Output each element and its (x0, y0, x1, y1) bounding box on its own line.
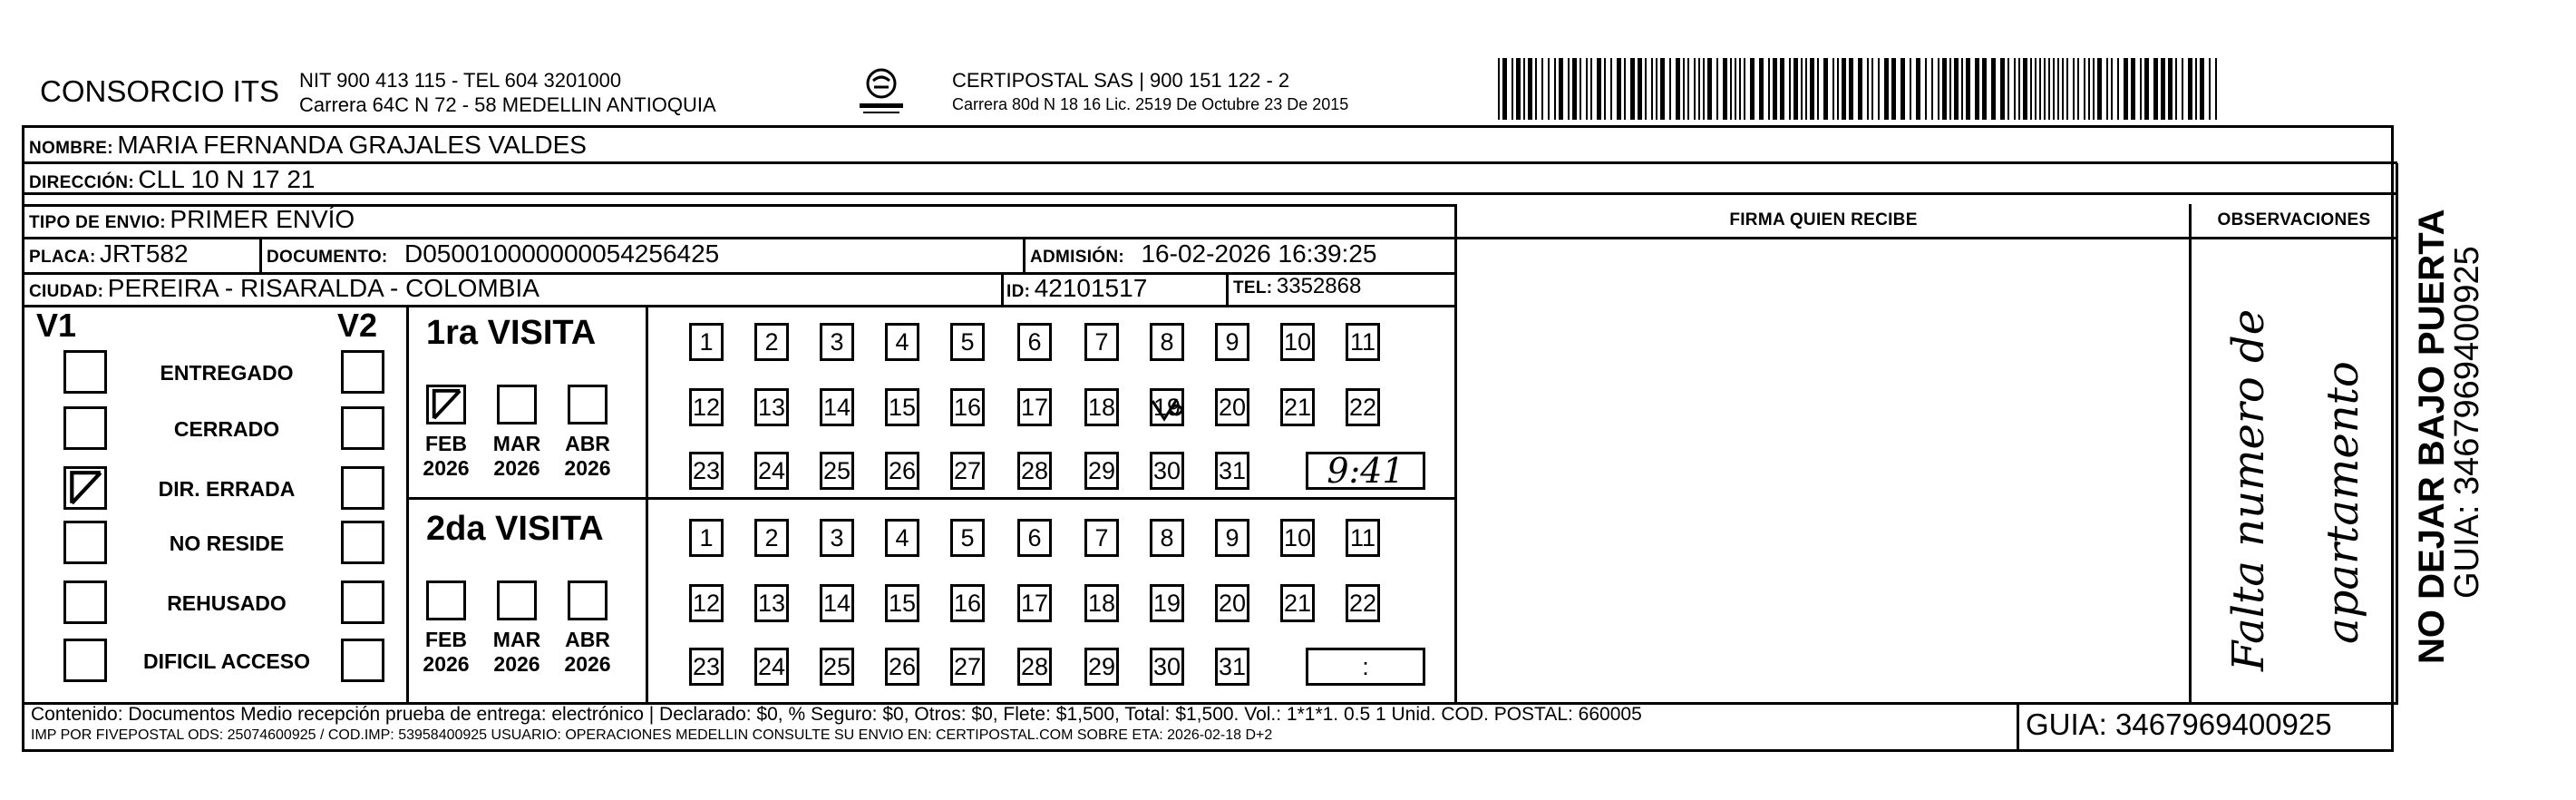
day-box[interactable]: 5 (950, 323, 985, 361)
day-box[interactable]: 13 (754, 388, 789, 426)
month-checkbox[interactable] (568, 580, 608, 620)
frame-left (22, 125, 24, 751)
barcode-bar (1789, 58, 1791, 120)
barcode-bar (1554, 58, 1556, 120)
barcode-bar (1716, 58, 1718, 120)
barcode-bar (1610, 58, 1612, 120)
barcode-bar (1548, 58, 1550, 120)
barcode-bar (2124, 58, 2128, 120)
barcode-bar (1849, 58, 1853, 120)
barcode-bar (2039, 58, 2041, 120)
barcode-bar (1891, 58, 1896, 120)
ciudad-value: PEREIRA - RISARALDA - COLOMBIA (107, 274, 540, 302)
inner-right-line (2396, 163, 2398, 705)
time-box[interactable]: : (1306, 648, 1425, 686)
day-box[interactable]: 22 (1346, 388, 1380, 426)
day-box[interactable]: 22 (1346, 584, 1380, 622)
row-line-2 (22, 192, 2397, 195)
barcode-bar (1512, 58, 1513, 120)
barcode-bar (2093, 58, 2095, 120)
barcode-bar (1801, 58, 1803, 120)
tel-label: TEL: (1233, 278, 1273, 298)
barcode-bar (1910, 58, 1911, 120)
barcode-bar (2131, 58, 2135, 120)
day-box[interactable]: 29 (1084, 648, 1119, 686)
day-box[interactable]: 17 (1017, 584, 1052, 622)
day-box[interactable]: 11 (1346, 519, 1380, 557)
day-box[interactable]: 25 (820, 452, 854, 490)
barcode-bar (2048, 58, 2050, 120)
barcode-bar (1580, 58, 1581, 120)
ciudad-label: CIUDAD: (29, 282, 104, 301)
day-box[interactable]: 27 (950, 648, 985, 686)
barcode-bar (2057, 58, 2059, 120)
nombre-value: MARIA FERNANDA GRAJALES VALDES (117, 131, 587, 159)
day-box[interactable]: 30 (1150, 452, 1184, 490)
barcode-bar (1805, 58, 1807, 120)
day-box[interactable]: 19 (1150, 584, 1184, 622)
admision-label: ADMISIÓN: (1030, 248, 1125, 267)
barcode-bar (2140, 58, 2142, 120)
barcode-bar (1823, 58, 1828, 120)
day-box[interactable]: 20 (1215, 584, 1249, 622)
courier-address: Carrera 80d N 18 16 Lic. 2519 De Octubre 23 De 2015 (952, 95, 1349, 113)
day-box[interactable]: 29 (1084, 452, 1119, 490)
barcode-bar (1694, 58, 1696, 120)
barcode-bar (1810, 58, 1814, 120)
barcode-bar (1541, 58, 1543, 120)
status-label: NO RESIDE (169, 532, 285, 555)
v2-label: V2 (337, 307, 378, 344)
ciudad-row (29, 274, 540, 303)
barcode-bar (2111, 58, 2113, 120)
month-label: ABR 2026 (564, 432, 611, 480)
col-line-footer-guia (2017, 702, 2019, 749)
barcode-bar (1817, 58, 1819, 120)
day-box[interactable]: 8 (1150, 323, 1184, 361)
day-box[interactable]: 7 (1084, 519, 1119, 557)
tel-value: 3352868 (1276, 274, 1362, 298)
barcode-bar (1698, 58, 1700, 120)
id-label: ID: (1006, 282, 1031, 301)
id-value: 42101517 (1034, 274, 1148, 302)
certipostal-logo (856, 65, 907, 118)
barcode-bar (1723, 58, 1727, 120)
day-box[interactable]: 5 (950, 519, 985, 557)
barcode-bar (1858, 58, 1862, 120)
barcode-bar (1604, 58, 1606, 120)
status-label: DIFICIL ACCESO (142, 649, 310, 673)
barcode-bar (1871, 58, 1873, 120)
side-guia: GUIA: 3467969400925 (2448, 246, 2486, 599)
tel-row (1233, 274, 1361, 299)
v2-checkbox[interactable] (341, 466, 384, 510)
day-box[interactable]: 17 (1017, 388, 1052, 426)
barcode-bar (1966, 58, 1970, 120)
barcode-bar (1750, 58, 1755, 120)
col-line-id (1001, 272, 1004, 305)
barcode (1498, 58, 2223, 120)
time-box[interactable]: 9:41 (1306, 452, 1425, 490)
barcode-bar (2161, 58, 2165, 120)
barcode-bar (1617, 58, 1621, 120)
barcode-bar (1703, 58, 1705, 120)
barcode-bar (1832, 58, 1834, 120)
barcode-bar (1739, 58, 1741, 120)
v2-checkbox[interactable] (341, 350, 384, 394)
status-label: ENTREGADO (160, 361, 294, 385)
barcode-bar (1559, 58, 1563, 120)
firma-header: FIRMA QUIEN RECIBE (1729, 210, 1918, 229)
v2-checkbox[interactable] (341, 521, 384, 564)
barcode-bar (1651, 58, 1653, 120)
day-box[interactable]: 21 (1280, 584, 1315, 622)
courier-name: CERTIPOSTAL SAS | 900 151 122 - 2 (952, 69, 1290, 92)
barcode-bar (2053, 58, 2055, 120)
barcode-bar (1942, 58, 1947, 120)
placa-value: JRT582 (100, 239, 189, 268)
barcode-bar (2084, 58, 2085, 120)
barcode-bar (1535, 58, 1537, 120)
month-checkbox[interactable] (497, 385, 537, 424)
day-box[interactable]: 9 (1215, 519, 1249, 557)
day-box[interactable]: 8 (1150, 519, 1184, 557)
day-box[interactable]: 9 (1215, 323, 1249, 361)
barcode-bar (1656, 58, 1657, 120)
day-box[interactable]: 10 (1280, 323, 1315, 361)
barcode-bar (1991, 58, 1996, 120)
v1-checkbox[interactable] (63, 406, 107, 450)
day-box[interactable]: 24 (754, 648, 789, 686)
barcode-bar (2175, 58, 2177, 120)
day-box[interactable]: 21 (1280, 388, 1315, 426)
barcode-bar (2035, 58, 2036, 120)
barcode-bar (2117, 58, 2119, 120)
placa-row (29, 239, 189, 268)
day-box[interactable]: 23 (689, 648, 724, 686)
status-label: CERRADO (173, 417, 280, 441)
month-checkbox[interactable] (568, 385, 608, 424)
barcode-bar (1590, 58, 1592, 120)
barcode-bar (2030, 58, 2032, 120)
visit-divider (406, 497, 1454, 500)
company-nit: NIT 900 413 115 - TEL 604 3201000 (299, 69, 622, 92)
barcode-bar (1900, 58, 1905, 120)
barcode-bar (1630, 58, 1635, 120)
barcode-bar (2153, 58, 2158, 120)
v1-checkbox[interactable] (63, 521, 107, 564)
barcode-bar (1961, 58, 1963, 120)
day-box[interactable]: 27 (950, 452, 985, 490)
day-box[interactable]: 14 (820, 584, 854, 622)
barcode-bar (2066, 58, 2068, 120)
day-box[interactable]: 15 (885, 584, 919, 622)
barcode-bar (1572, 58, 1577, 120)
v2-checkbox[interactable] (341, 406, 384, 450)
day-box[interactable]: 3 (820, 323, 854, 361)
barcode-bar (1949, 58, 1951, 120)
month-label: MAR 2026 (492, 628, 541, 676)
footer-contenido: Contenido: Documentos Medio recepción prueba de entrega: electrónico | Declarado: $0, % Seguro: $0, Otros: $0, Flete: $1,500, Total: $1,500. Vol.: 1*1*1. 0.5 1 Unid. COD. POSTAL: 660005 (31, 704, 1642, 725)
barcode-bar (1884, 58, 1889, 120)
v2-checkbox[interactable] (341, 580, 384, 624)
barcode-bar (1730, 58, 1732, 120)
barcode-bar (1768, 58, 1770, 120)
row-line-1 (22, 161, 2397, 164)
barcode-bar (2200, 58, 2204, 120)
day-box[interactable]: 2 (754, 323, 789, 361)
observaciones-header: OBSERVACIONES (2217, 210, 2371, 229)
tipo-row (29, 205, 355, 234)
day-box[interactable]: 16 (950, 388, 985, 426)
col-line-admision (1023, 237, 1026, 272)
nombre-label: NOMBRE: (29, 139, 113, 158)
day-box[interactable]: 26 (885, 648, 919, 686)
day-box[interactable]: 1 (689, 519, 724, 557)
col-line-months (646, 305, 648, 702)
frame-top (22, 125, 2394, 128)
barcode-bar (2182, 58, 2183, 120)
v1-checkbox[interactable] (63, 580, 107, 624)
day-box[interactable]: 18 (1084, 584, 1119, 622)
day-box[interactable]: 11 (1346, 323, 1380, 361)
visit-1-title: 1ra VISITA (426, 314, 597, 352)
no-dejar-bajo-puerta: NO DEJAR BAJO PUERTA (2412, 209, 2452, 664)
day-box[interactable]: 30 (1150, 648, 1184, 686)
tipo-value: PRIMER ENVÍO (170, 205, 355, 233)
barcode-bar (2215, 58, 2217, 120)
barcode-bar (1931, 58, 1933, 120)
company-name: CONSORCIO ITS (40, 74, 280, 108)
barcode-bar (2073, 58, 2075, 120)
barcode-bar (1780, 58, 1784, 120)
barcode-bar (1982, 58, 1987, 120)
company-address: Carrera 64C N 72 - 58 MEDELLIN ANTIOQUIA (299, 93, 716, 116)
day-box[interactable]: 31 (1215, 648, 1249, 686)
v1-checkbox[interactable] (63, 639, 107, 682)
barcode-bar (1669, 58, 1671, 120)
status-label: REHUSADO (167, 591, 287, 615)
day-box[interactable]: 6 (1017, 519, 1052, 557)
footer-guia: GUIA: 3467969400925 (2026, 707, 2332, 741)
barcode-bar (2168, 58, 2173, 120)
direccion-value: CLL 10 N 17 21 (138, 165, 316, 193)
barcode-bar (1938, 58, 1939, 120)
barcode-bar (2209, 58, 2211, 120)
barcode-bar (2007, 58, 2009, 120)
visit-2-title: 2da VISITA (426, 510, 604, 548)
day-box[interactable]: 26 (885, 452, 919, 490)
day-box[interactable]: 28 (1017, 648, 1052, 686)
day-box[interactable]: 14 (820, 388, 854, 426)
barcode-bar (2106, 58, 2108, 120)
barcode-bar (1523, 58, 1525, 120)
day-box[interactable]: 19 (1150, 388, 1184, 426)
documento-row (267, 239, 719, 268)
day-box[interactable]: 24 (754, 452, 789, 490)
barcode-bar (2062, 58, 2064, 120)
barcode-bar (1597, 58, 1601, 120)
barcode-bar (1528, 58, 1532, 120)
barcode-bar (2195, 58, 2197, 120)
v1-checkbox[interactable] (63, 350, 107, 394)
barcode-bar (1498, 58, 1500, 120)
day-box[interactable]: 7 (1084, 323, 1119, 361)
barcode-bar (2144, 58, 2149, 120)
v2-checkbox[interactable] (341, 639, 384, 682)
observacion-line-2: apartamento (2318, 361, 2368, 644)
barcode-bar (2014, 58, 2016, 120)
barcode-bar (1744, 58, 1745, 120)
day-box[interactable]: 18 (1084, 388, 1119, 426)
barcode-bar (1837, 58, 1839, 120)
nombre-row (29, 131, 587, 160)
day-box[interactable]: 12 (689, 584, 724, 622)
day-box[interactable]: 10 (1280, 519, 1315, 557)
barcode-bar (2077, 58, 2079, 120)
month-checkbox[interactable] (497, 580, 537, 620)
month-checkbox[interactable] (426, 580, 466, 620)
barcode-bar (1975, 58, 1979, 120)
admision-value: 16-02-2026 16:39:25 (1141, 239, 1377, 268)
barcode-bar (1735, 58, 1736, 120)
barcode-bar (1586, 58, 1588, 120)
col-line-status (406, 305, 409, 702)
frame-bottom (22, 749, 2394, 752)
barcode-bar (2188, 58, 2192, 120)
barcode-bar (1954, 58, 1959, 120)
barcode-bar (1773, 58, 1777, 120)
tipo-label: TIPO DE ENVIO: (29, 213, 166, 232)
observacion-line-1: Falta numero de (2223, 308, 2274, 671)
day-box[interactable]: 12 (689, 388, 724, 426)
day-box[interactable]: 20 (1215, 388, 1249, 426)
id-row (1006, 274, 1147, 303)
month-label: ABR 2026 (564, 628, 611, 676)
month-checkbox[interactable] (426, 385, 466, 424)
day-box[interactable]: 4 (885, 519, 919, 557)
day-box[interactable]: 15 (885, 388, 919, 426)
direccion-label: DIRECCIÓN: (29, 173, 134, 192)
col-line-placa (259, 237, 262, 272)
barcode-bar (1660, 58, 1665, 120)
day-box[interactable]: 25 (820, 648, 854, 686)
day-box[interactable]: 3 (820, 519, 854, 557)
barcode-bar (1568, 58, 1570, 120)
barcode-bar (2097, 58, 2102, 120)
barcode-bar (1676, 58, 1680, 120)
admision-row (1030, 239, 1376, 268)
barcode-bar (1867, 58, 1869, 120)
month-label: FEB 2026 (423, 432, 470, 480)
barcode-bar (2000, 58, 2005, 120)
day-box[interactable]: 1 (689, 323, 724, 361)
barcode-bar (2044, 58, 2046, 120)
placa-label: PLACA: (29, 248, 96, 267)
day-box[interactable]: 13 (754, 584, 789, 622)
barcode-bar (1925, 58, 1927, 120)
barcode-bar (1683, 58, 1685, 120)
barcode-bar (1502, 58, 1507, 120)
barcode-bar (2018, 58, 2020, 120)
v1-checkbox[interactable] (63, 466, 107, 510)
direccion-row (29, 165, 316, 194)
barcode-bar (1793, 58, 1798, 120)
barcode-bar (1645, 58, 1647, 120)
month-label: MAR 2026 (492, 432, 541, 480)
barcode-bar (1707, 58, 1712, 120)
barcode-bar (1638, 58, 1642, 120)
col-line-tel (1226, 272, 1229, 305)
documento-label: DOCUMENTO: (267, 248, 388, 267)
barcode-bar (2023, 58, 2027, 120)
day-box[interactable]: 2 (754, 519, 789, 557)
v1-label: V1 (36, 307, 77, 344)
barcode-bar (2088, 58, 2090, 120)
status-label: DIR. ERRADA (158, 477, 296, 501)
col-line-obs (2189, 204, 2192, 705)
day-box[interactable]: 6 (1017, 323, 1052, 361)
row-line-6 (22, 305, 1454, 307)
day-box[interactable]: 23 (689, 452, 724, 490)
documento-value: D050010000000054256425 (404, 239, 720, 268)
barcode-bar (1624, 58, 1626, 120)
day-box[interactable]: 31 (1215, 452, 1249, 490)
day-box[interactable]: 16 (950, 584, 985, 622)
footer-imp: IMP POR FIVEPOSTAL ODS: 25074600925 / COD.IMP: 53958400925 USUARIO: OPERACIONES MEDELLIN CONSULTE SU ENVIO EN: CERTIPOSTAL.COM SOBRE ETA: 2026-02-18 D+2 (31, 727, 1273, 743)
barcode-bar (1878, 58, 1880, 120)
col-line-firma (1454, 204, 1457, 705)
day-box[interactable]: 28 (1017, 452, 1052, 490)
barcode-bar (1916, 58, 1920, 120)
barcode-bar (1759, 58, 1764, 120)
day-box[interactable]: 4 (885, 323, 919, 361)
barcode-bar (1516, 58, 1521, 120)
barcode-bar (1687, 58, 1689, 120)
barcode-bar (1842, 58, 1846, 120)
month-label: FEB 2026 (423, 628, 470, 676)
